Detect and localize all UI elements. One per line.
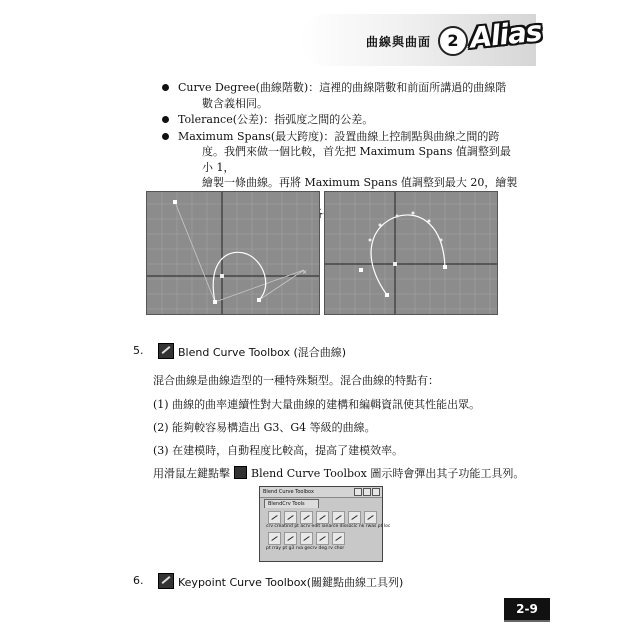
footer-divider [504, 620, 550, 622]
section-number: 5. [133, 344, 144, 357]
bullet-tolerance: Tolerance(公差)：指弧度之間的公差。 [178, 112, 518, 128]
tool-icon[interactable] [300, 511, 313, 524]
alias-logo: Alias [468, 14, 543, 55]
tool-row-1-labels: crv creatind pt acrv edit ianarce dissocic nk rwas pt loc [266, 524, 391, 529]
tool-icon[interactable] [332, 511, 345, 524]
tool-icon[interactable] [316, 511, 329, 524]
section-number: 6. [133, 574, 144, 587]
section-title: Keypoint Curve Toolbox(關鍵點曲線工具列) [178, 576, 404, 589]
toolbox-titlebar: Blend Curve Toolbox [260, 487, 382, 498]
section-5-point-2: (2) 能夠較容易構造出 G3、G4 等級的曲線。 [153, 421, 376, 434]
blend-curve-toolbox-window [259, 486, 391, 562]
tool-icon[interactable] [332, 532, 345, 545]
tool-icon[interactable] [268, 511, 281, 524]
tool-row-2 [268, 532, 345, 545]
tool-icon[interactable] [268, 532, 281, 545]
tool-icon[interactable] [284, 511, 297, 524]
close-icon[interactable] [372, 488, 380, 496]
section-5-point-1: (1) 曲線的曲率連續性對大量曲線的建構和編輯資訊使其性能出眾。 [153, 398, 481, 411]
maximize-icon[interactable] [363, 488, 371, 496]
blend-curve-icon [158, 343, 174, 359]
page-number: 2-9 [504, 598, 550, 620]
viewport-min-spans-graphic [147, 192, 319, 314]
tool-icon[interactable] [284, 532, 297, 545]
section-title: Blend Curve Toolbox (混合曲線) [178, 346, 347, 359]
bullet-icon [162, 133, 169, 140]
viewport-max-spans [324, 191, 498, 315]
section-5-click-instruction: 用滑鼠左鍵點擊 Blend Curve Toolbox 圖示時會彈出其子功能工具列。 [153, 467, 525, 480]
tool-icon[interactable] [348, 511, 361, 524]
bullet-curve-degree: Curve Degree(曲線階數)：這裡的曲線階數和前面所講過的曲線階 數含義相同。 [178, 80, 518, 111]
viewport-max-spans-graphic [325, 192, 497, 314]
bullet-icon [162, 84, 169, 91]
chapter-number-badge: 2 [438, 26, 468, 56]
tool-row-2-labels: pt rray pt g3 rva gecrv deg rv chor [266, 546, 345, 551]
minimize-icon[interactable] [354, 488, 362, 496]
tool-icon[interactable] [300, 532, 313, 545]
blend-curve-icon [234, 466, 247, 479]
chapter-title: 曲線與曲面 [366, 35, 432, 49]
chapter-header [300, 14, 543, 66]
tool-icon[interactable] [364, 511, 377, 524]
bullet-icon [162, 116, 169, 123]
tool-icon[interactable] [316, 532, 329, 545]
toolbox-tab[interactable]: BlendCrv Tools [264, 499, 319, 508]
section-5-intro: 混合曲線是曲線造型的一種特殊類型。混合曲線的特點有： [153, 374, 439, 387]
svg-text:×: × [302, 269, 308, 276]
tool-row-1 [268, 511, 377, 524]
bullet-maximum-spans: Maximum Spans(最大跨度)：設置曲線上控制點與曲線之間的跨 度。我們來做一個比較，首先把 Maximum Spans 值調整到最小 1， 繪製一條曲線。再將 Maximum Spans 值調整到最大 20，繪製 [178, 129, 518, 222]
section-5-point-3: (3) 在建模時，自動程度比較高，提高了建模效率。 [153, 444, 404, 457]
keypoint-curve-icon [158, 573, 174, 589]
viewport-min-spans [146, 191, 320, 315]
